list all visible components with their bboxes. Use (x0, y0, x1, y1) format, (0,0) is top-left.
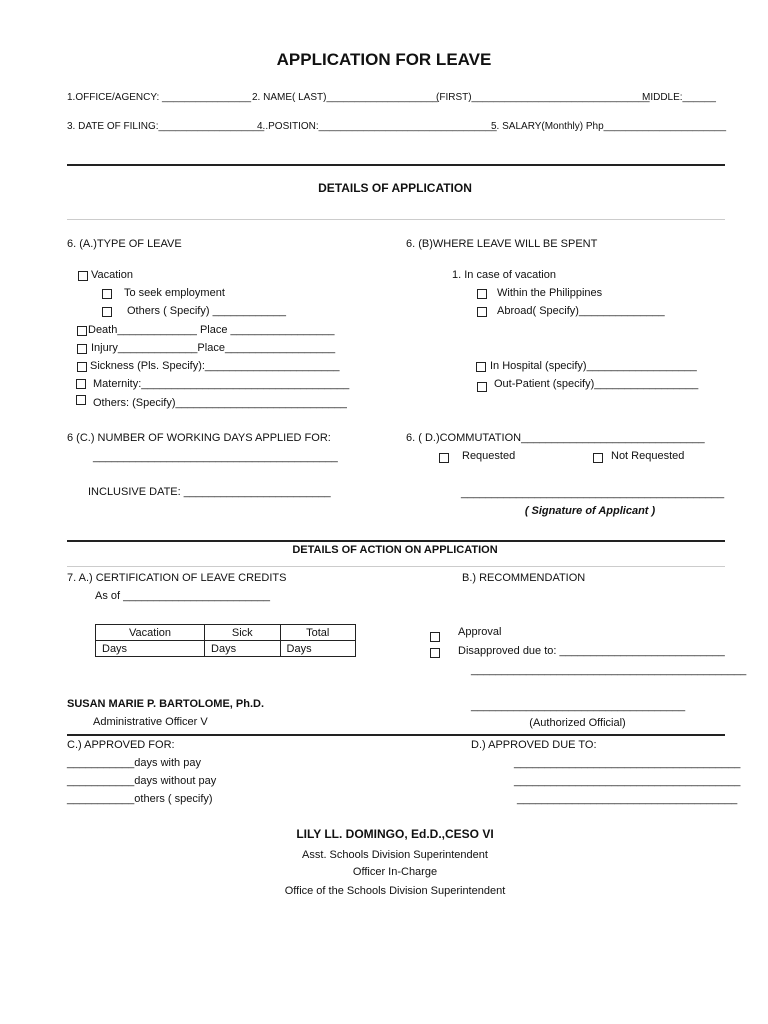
inclusive-date-field[interactable]: INCLUSIVE DATE: ________________________ (88, 486, 331, 498)
table-header-cell: Vacation (96, 625, 205, 641)
death-checkbox[interactable] (77, 326, 87, 336)
disapproved-checkbox[interactable] (430, 648, 440, 658)
date-filing-field[interactable]: 3. DATE OF FILING:___________________ (67, 121, 265, 132)
death-field[interactable]: Death_____________ Place _________________ (88, 324, 335, 336)
abroad-checkbox[interactable] (477, 307, 487, 317)
in-hospital-checkbox[interactable] (476, 362, 486, 372)
table-row (96, 641, 356, 657)
position-field[interactable]: 4..POSITION:________________________________ (257, 121, 497, 132)
days-without-pay-field[interactable]: ___________days without pay (67, 775, 217, 787)
not-requested-label: Not Requested (611, 450, 685, 462)
table-cell[interactable]: Days (96, 641, 205, 657)
authorized-signature-line[interactable]: ___________________________________ (471, 700, 686, 712)
approved-due-line[interactable]: _____________________________________ (514, 757, 741, 769)
divider (67, 164, 725, 166)
divider (67, 540, 725, 542)
superintendent-title-3: Office of the Schools Division Superintendent (284, 885, 506, 897)
superintendent-title-1: Asst. Schools Division Superintendent (302, 849, 488, 861)
sickness-checkbox[interactable] (77, 362, 87, 372)
vacation-others-field[interactable]: Others ( Specify) ____________ (127, 305, 286, 317)
working-days-heading: 6 (C.) NUMBER OF WORKING DAYS APPLIED FOR: (67, 432, 331, 444)
disapproved-field[interactable]: Disapproved due to: ___________________________ (458, 645, 725, 657)
maternity-field[interactable]: Maternity:__________________________________ (93, 378, 350, 390)
leave-credits-table (95, 624, 356, 657)
approved-due-line[interactable]: _____________________________________ (514, 775, 741, 787)
within-philippines-label: Within the Philippines (497, 287, 603, 299)
within-philippines-checkbox[interactable] (477, 289, 487, 299)
divider (67, 219, 725, 220)
vacation-checkbox[interactable] (78, 271, 88, 281)
others-field[interactable]: Others: (Specify)____________________________ (93, 397, 347, 409)
out-patient-field[interactable]: Out-Patient (specify)_________________ (494, 378, 699, 390)
vacation-others-checkbox[interactable] (102, 307, 112, 317)
maternity-checkbox[interactable] (76, 379, 86, 389)
working-days-field[interactable]: ________________________________________ (93, 451, 338, 463)
certification-heading: 7. A.) CERTIFICATION OF LEAVE CREDITS (67, 572, 287, 584)
where-spent-heading: 6. (B)WHERE LEAVE WILL BE SPENT (406, 238, 598, 250)
page-title: APPLICATION FOR LEAVE (276, 50, 492, 69)
applicant-signature-label: ( Signature of Applicant ) (524, 505, 656, 517)
divider (67, 734, 725, 736)
as-of-field[interactable]: As of ________________________ (95, 590, 270, 602)
table-header-cell: Total (280, 625, 355, 641)
divider (67, 566, 725, 567)
type-of-leave-heading: 6. (A.)TYPE OF LEAVE (67, 238, 182, 250)
approved-due-heading: D.) APPROVED DUE TO: (471, 739, 597, 751)
approval-checkbox[interactable] (430, 632, 440, 642)
name-last-field[interactable]: 2. NAME( LAST)____________________ (252, 92, 438, 103)
applicant-signature-line[interactable]: ___________________________________________ (461, 487, 725, 499)
approved-for-heading: C.) APPROVED FOR: (67, 739, 175, 751)
in-hospital-field[interactable]: In Hospital (specify)__________________ (490, 360, 697, 372)
others-checkbox[interactable] (76, 395, 86, 405)
abroad-field[interactable]: Abroad( Specify)______________ (497, 305, 665, 317)
superintendent-name: LILY LL. DOMINGO, Ed.D.,CESO VI (296, 827, 494, 841)
not-requested-checkbox[interactable] (593, 453, 603, 463)
injury-checkbox[interactable] (77, 344, 87, 354)
approval-label: Approval (458, 626, 502, 638)
recommendation-heading: B.) RECOMMENDATION (462, 572, 586, 584)
table-header-row (96, 625, 356, 641)
commutation-heading: 6. ( D.)COMMUTATION______________________________ (406, 432, 705, 444)
details-of-application-heading: DETAILS OF APPLICATION (318, 181, 472, 195)
out-patient-checkbox[interactable] (477, 382, 487, 392)
authorized-official-label: (Authorized Official) (529, 717, 626, 729)
salary-field[interactable]: 5. SALARY(Monthly) Php______________________ (491, 121, 726, 132)
others-specify-field[interactable]: ___________others ( specify) (67, 793, 213, 805)
name-first-field[interactable]: (FIRST)________________________________ (436, 92, 650, 103)
approved-due-line[interactable]: ____________________________________ (517, 793, 738, 805)
days-with-pay-field[interactable]: ___________days with pay (67, 757, 201, 769)
name-middle-field[interactable]: MIDDLE:______ (642, 92, 716, 103)
table-cell[interactable]: Days (280, 641, 355, 657)
vacation-label: Vacation (91, 269, 133, 281)
table-cell[interactable]: Days (205, 641, 280, 657)
case-vacation-label: 1. In case of vacation (452, 269, 556, 281)
sickness-field[interactable]: Sickness (Pls. Specify):______________________ (90, 360, 340, 372)
requested-label: Requested (462, 450, 516, 462)
admin-officer-title: Administrative Officer V (93, 716, 208, 728)
seek-employment-checkbox[interactable] (102, 289, 112, 299)
disapproved-line[interactable]: _____________________________________________ (471, 664, 747, 676)
table-header-cell: Sick (205, 625, 280, 641)
superintendent-title-2: Officer In-Charge (352, 866, 438, 878)
office-agency-field[interactable]: 1.OFFICE/AGENCY: ________________ (67, 92, 252, 103)
requested-checkbox[interactable] (439, 453, 449, 463)
injury-field[interactable]: Injury_____________Place__________________ (91, 342, 336, 354)
seek-employment-label: To seek employment (124, 287, 225, 299)
admin-officer-name: SUSAN MARIE P. BARTOLOME, Ph.D. (67, 698, 265, 710)
details-of-action-heading: DETAILS OF ACTION ON APPLICATION (292, 544, 498, 556)
